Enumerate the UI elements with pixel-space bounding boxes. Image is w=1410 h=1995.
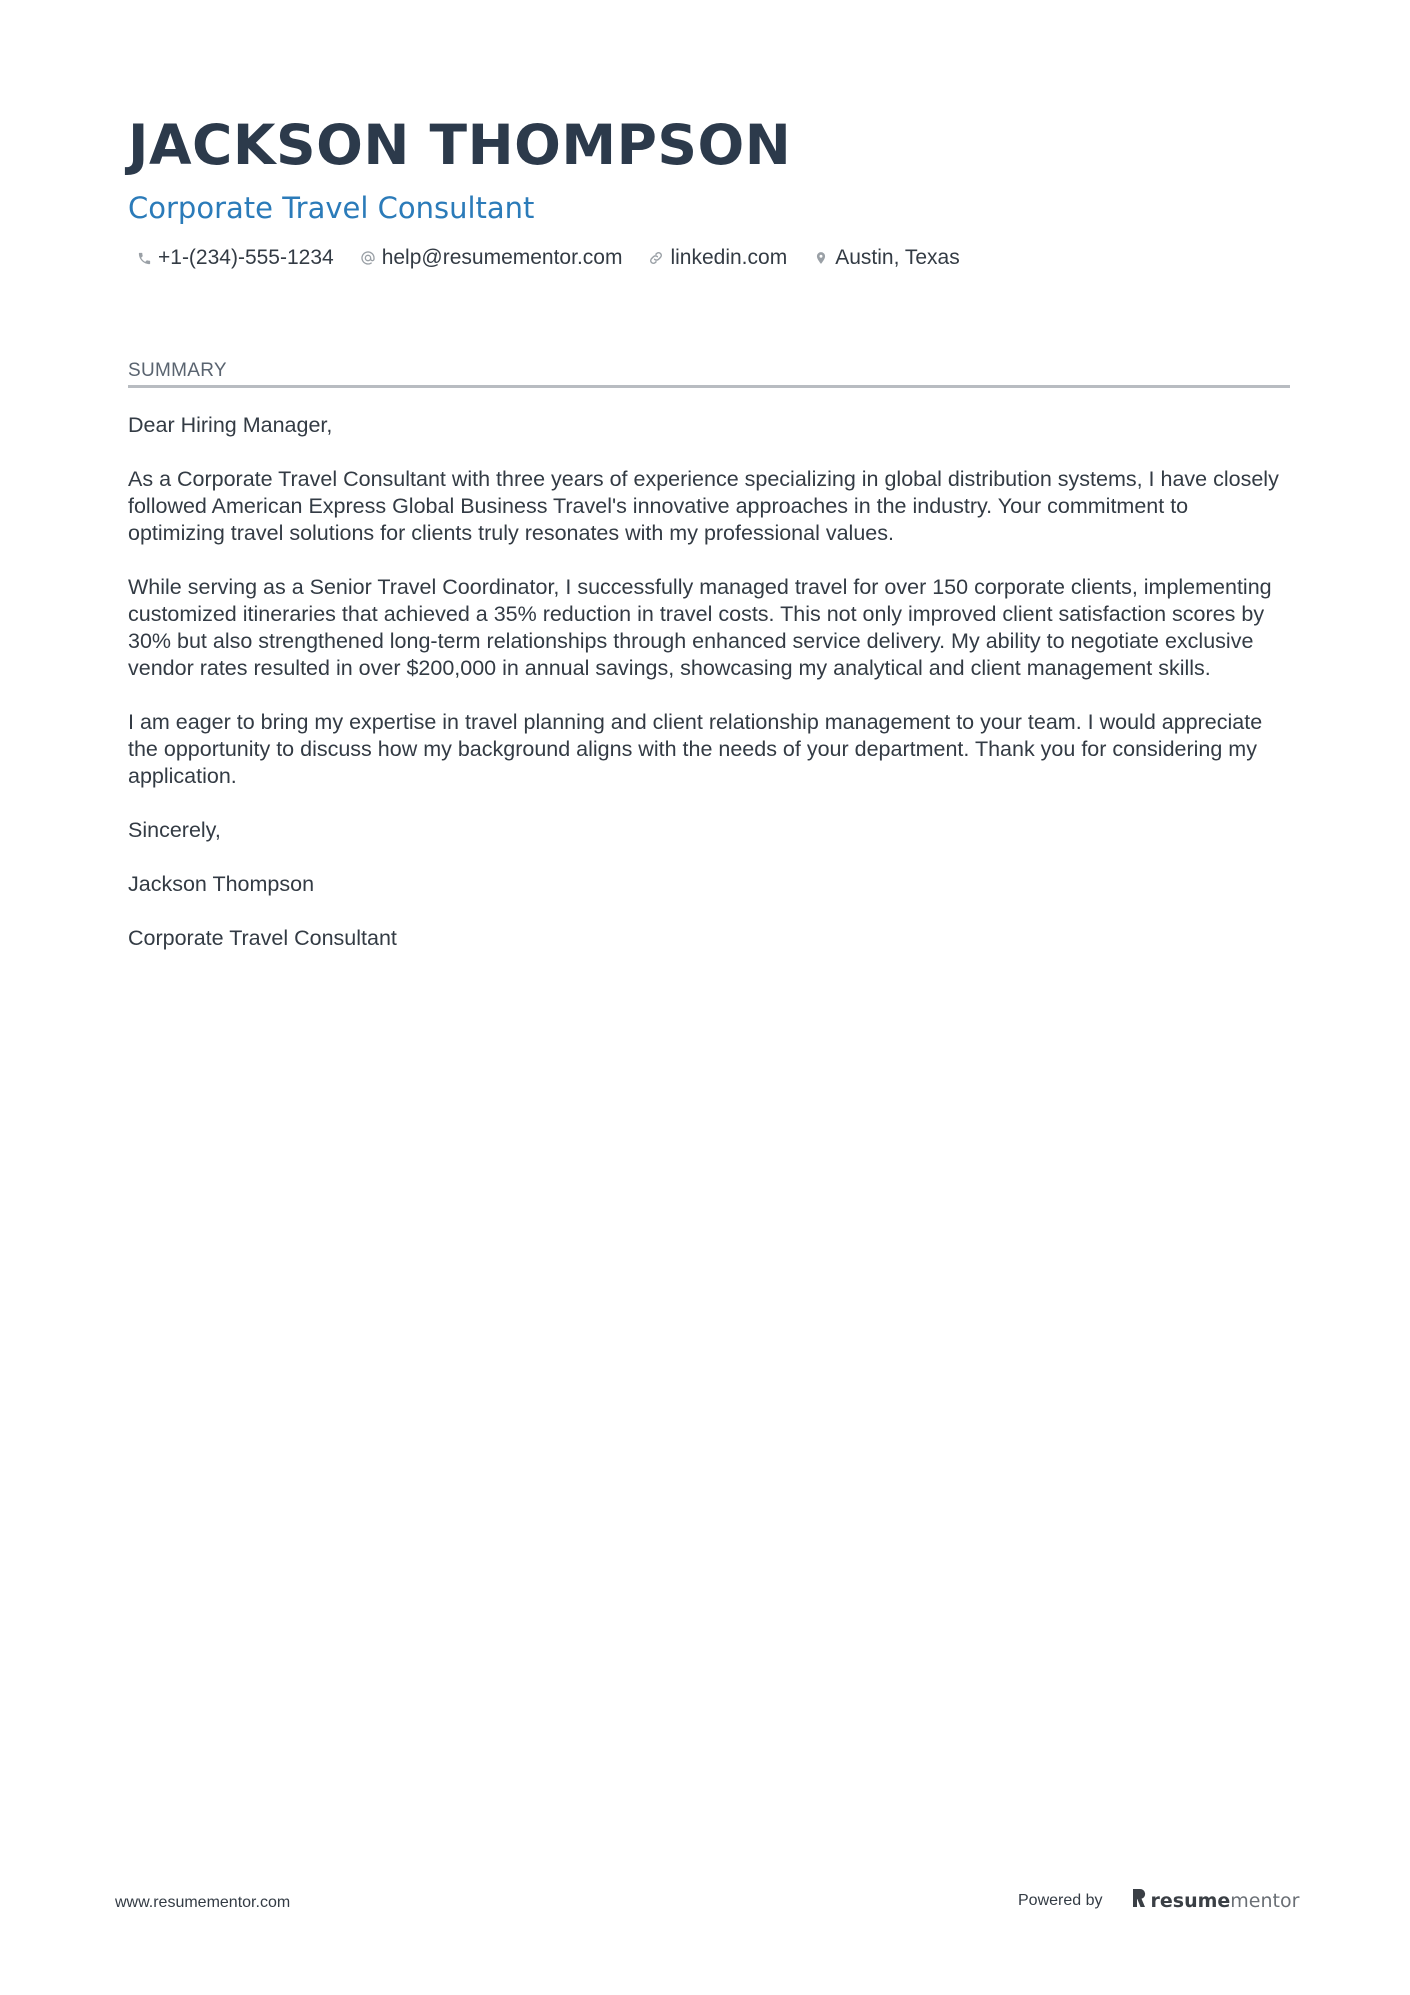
contact-phone bbox=[136, 246, 334, 270]
at-icon bbox=[360, 250, 376, 266]
summary-section bbox=[128, 360, 1290, 979]
letter-body bbox=[128, 412, 1290, 952]
resumementor-logo-icon bbox=[1131, 1888, 1147, 1913]
letter-header bbox=[128, 108, 1288, 270]
link-icon bbox=[648, 250, 664, 266]
brand-logo[interactable] bbox=[1131, 1888, 1300, 1913]
contact-linkedin[interactable] bbox=[648, 246, 787, 270]
footer-branding bbox=[1018, 1888, 1299, 1913]
salutation: Dear Hiring Manager, bbox=[128, 413, 333, 437]
phone-text: +1-(234)-555-1234 bbox=[158, 246, 334, 269]
brand-name-part2: mentor bbox=[1230, 1889, 1300, 1912]
contact-bar bbox=[128, 246, 1288, 270]
contact-location bbox=[813, 246, 960, 270]
location-text: Austin, Texas bbox=[835, 246, 960, 269]
paragraph: I am eager to bring my expertise in travel planning and client relationship management to your team. I would appreciate the opportunity to discuss how my background aligns with the needs of your department. Thank you for considering my application. bbox=[128, 710, 1263, 788]
section-heading: SUMMARY bbox=[128, 360, 1290, 388]
footer-website[interactable]: www.resumementor.com bbox=[115, 1894, 291, 1911]
brand-name-part1: resume bbox=[1150, 1889, 1231, 1912]
applicant-job-title: Corporate Travel Consultant bbox=[128, 191, 535, 225]
linkedin-text[interactable]: linkedin.com bbox=[670, 246, 788, 269]
location-pin-icon bbox=[813, 250, 829, 266]
signature-title: Corporate Travel Consultant bbox=[128, 926, 397, 950]
powered-by-label: Powered by bbox=[1018, 1891, 1103, 1909]
phone-icon bbox=[136, 250, 152, 266]
signature-name: Jackson Thompson bbox=[128, 872, 315, 896]
closing: Sincerely, bbox=[128, 818, 221, 842]
paragraph: While serving as a Senior Travel Coordinator, I successfully managed travel for over 150 corporate clients, implementing customized itineraries that achieved a 35% reduction in travel costs. This not only improved client satisfaction scores by 30% but also strengthened long-term relationships through enhanced service delivery. My ability to negotiate exclusive vendor rates resulted in over $200,000 in annual savings, showcasing my analytical and client management skills. bbox=[128, 575, 1272, 680]
contact-email[interactable] bbox=[360, 246, 623, 270]
paragraph: As a Corporate Travel Consultant with three years of experience specializing in global distribution systems, I have closely followed American Express Global Business Travel's innovative approaches in the industry. Your commitment to optimizing travel solutions for clients truly resonates with my professional values. bbox=[128, 467, 1279, 545]
email-text[interactable]: help@resumementor.com bbox=[381, 246, 623, 269]
applicant-name: JACKSON THOMPSON bbox=[128, 113, 792, 177]
